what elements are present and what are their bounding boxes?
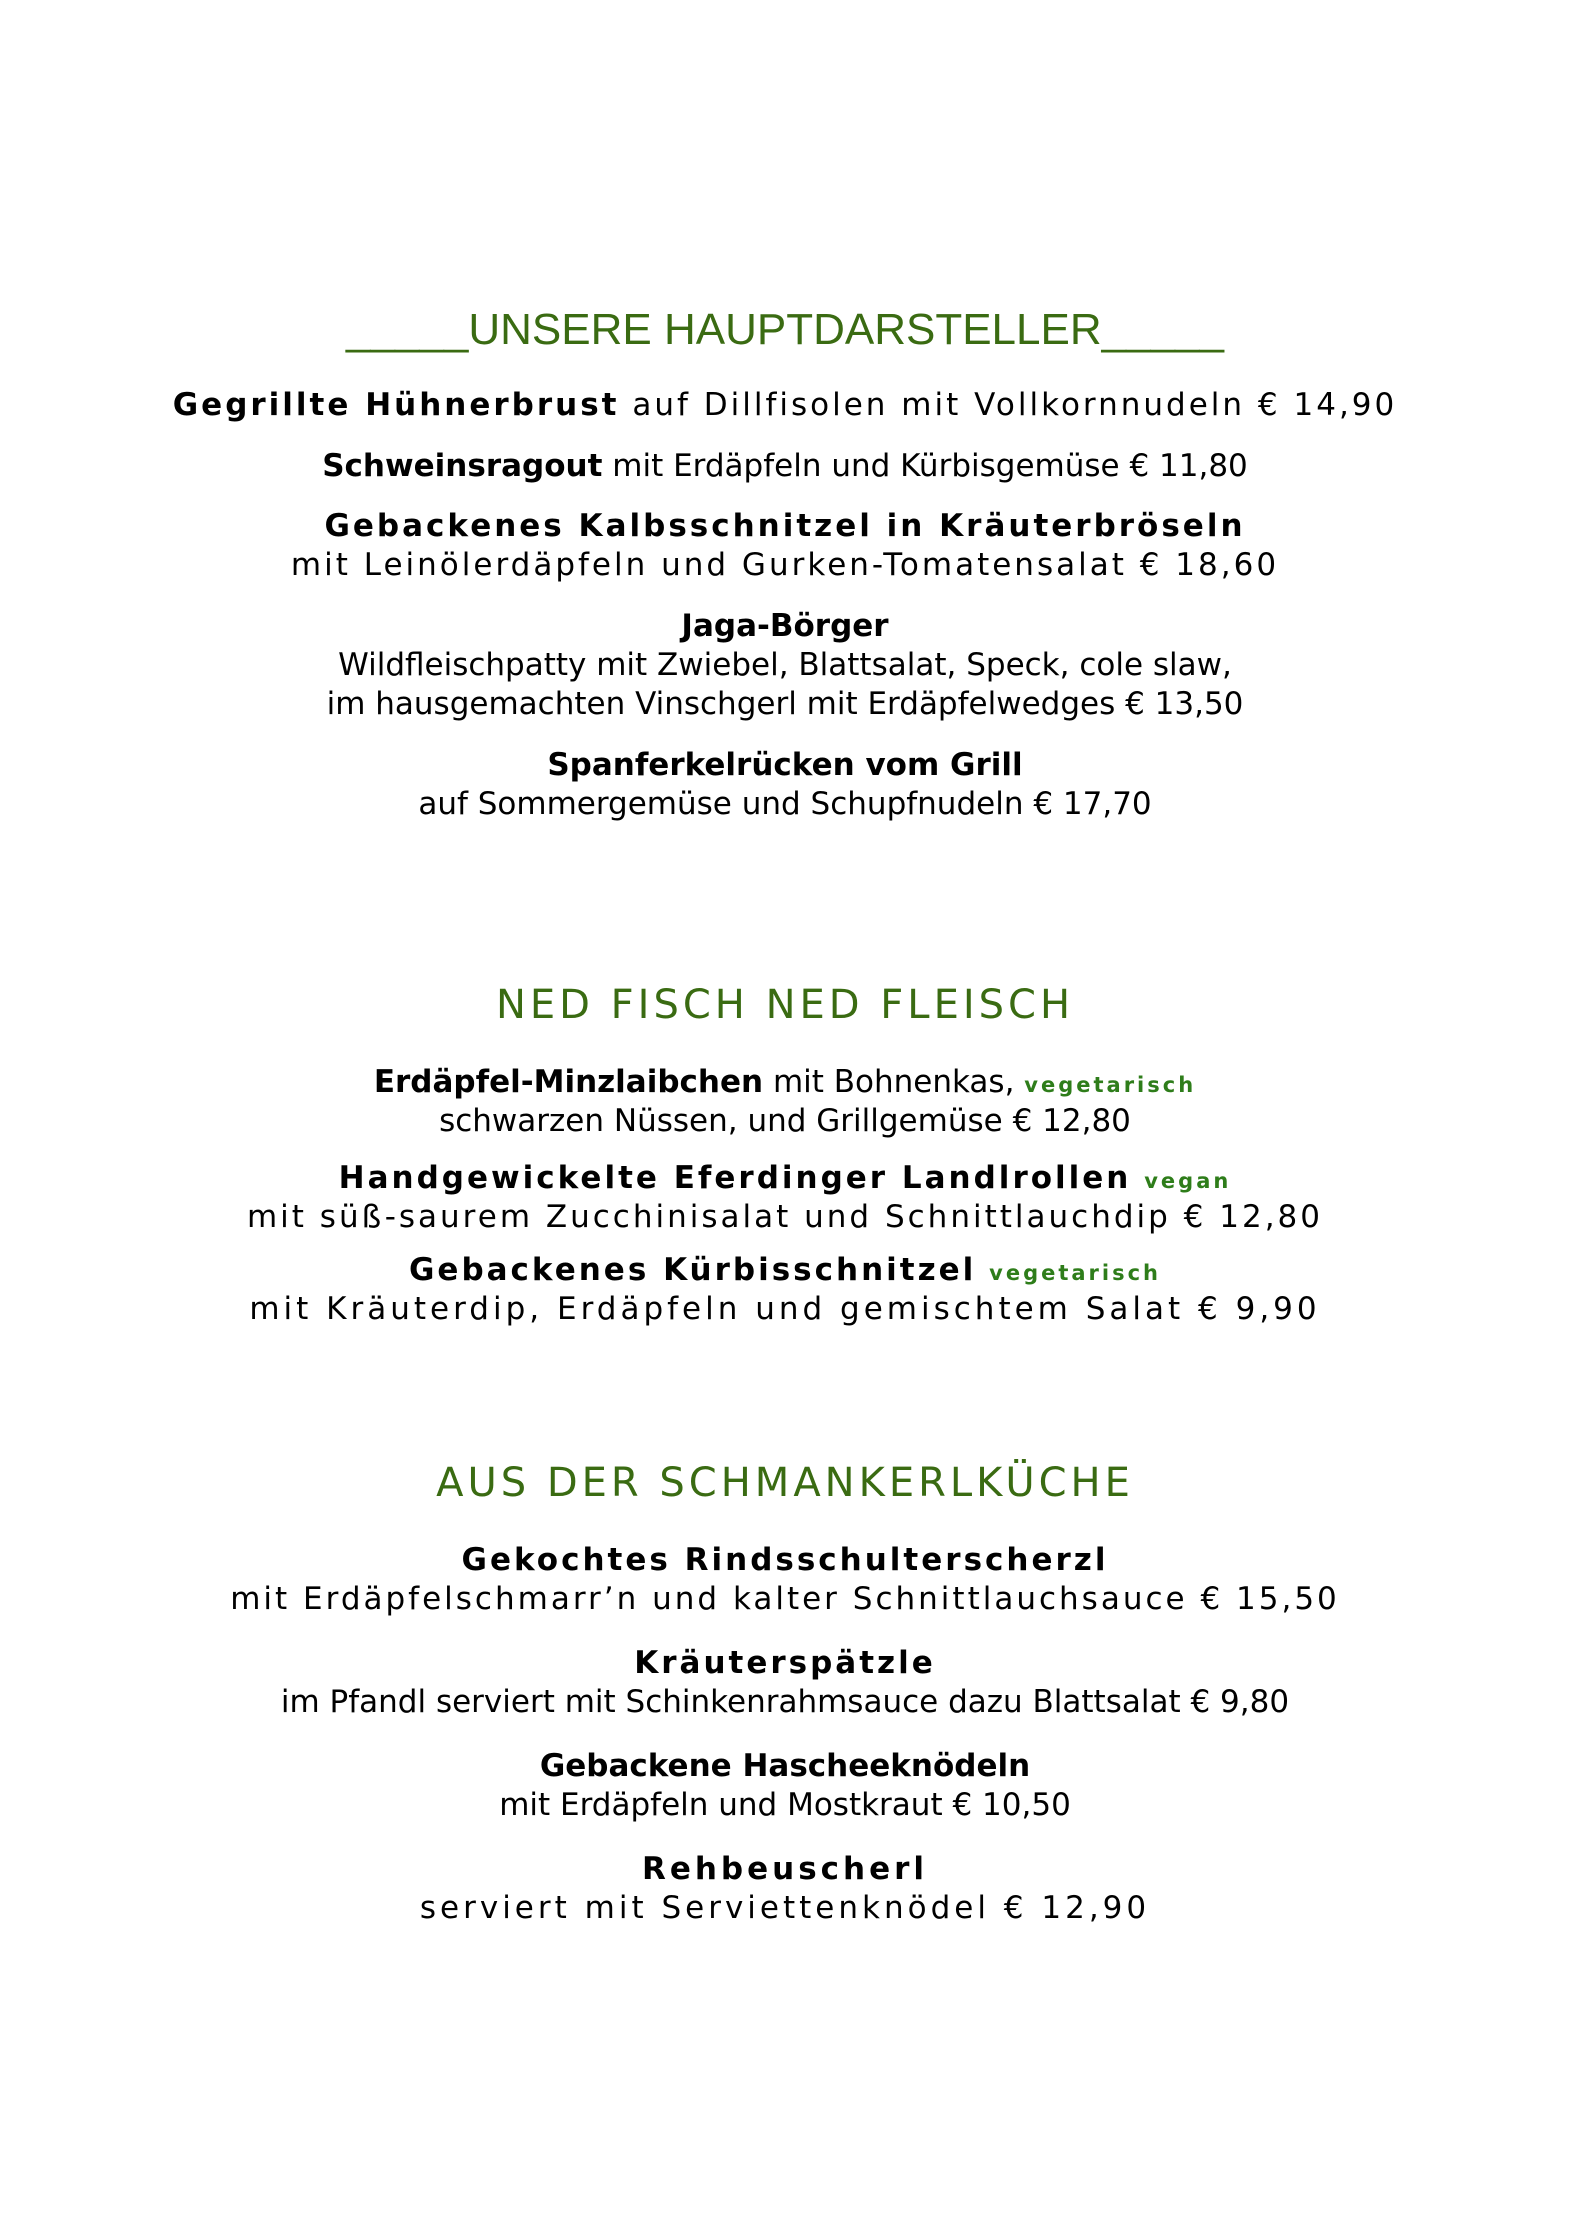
dish-price: € 15,50 [1200, 1581, 1340, 1617]
dish-desc: auf Sommergemüse und Schupfnudeln [418, 786, 1034, 822]
menu-item-kuerbisschnitzel-line2 [0, 1289, 1570, 1329]
dish-name: Gegrillte Hühnerbrust [172, 387, 620, 423]
dish-desc: mit Leinölerdäpfeln und Gurken-Tomatensalat [290, 547, 1140, 583]
dish-desc: mit Kräuterdip, Erdäpfeln und gemischtem Salat [249, 1291, 1199, 1327]
dish-name: Erdäpfel-Minzlaibchen [373, 1064, 764, 1100]
dish-desc: serviert mit Serviettenknödel [419, 1890, 1004, 1926]
section-heading-ned-fisch: NED FISCH NED FLEISCH [495, 982, 1075, 1028]
dish-price: € 13,50 [1125, 686, 1244, 722]
diet-badge: vegetarisch [989, 1261, 1162, 1285]
menu-item-huehnerbrust [0, 385, 1570, 425]
dish-price: € 9,90 [1198, 1291, 1321, 1327]
dish-price: € 9,80 [1190, 1684, 1290, 1720]
dish-price: € 14,90 [1257, 387, 1398, 423]
menu-item-rehbeuscherl [0, 1888, 1570, 1928]
dish-desc: mit süß-saurem Zucchinisalat und Schnittlauchdip [246, 1199, 1184, 1235]
dish-price: € 12,80 [1183, 1199, 1323, 1235]
menu-item-spanferkel [0, 784, 1570, 824]
dish-name: Gebackenes Kürbisschnitzel [408, 1252, 977, 1288]
menu-item-landlrollen [0, 1158, 1570, 1201]
dish-name: Handgewickelte Eferdinger Landlrollen [338, 1160, 1132, 1196]
dish-name: Schweinsragout [322, 448, 603, 484]
dish-name-kraeuterspaetzle: Kräuterspätzle [634, 1645, 936, 1681]
dish-name-kalbsschnitzel: Gebackenes Kalbsschnitzel in Kräuterbröseln [324, 508, 1246, 544]
dish-name-spanferkel: Spanferkelrücken vom Grill [547, 747, 1023, 783]
dish-name-jaga-boerger: Jaga-Börger [681, 608, 889, 644]
menu-item-kuerbisschnitzel [0, 1250, 1570, 1293]
dish-price: € 12,90 [1003, 1890, 1151, 1926]
dish-desc: mit Erdäpfeln und Mostkraut [499, 1787, 953, 1823]
menu-item-landlrollen-line2 [0, 1197, 1570, 1237]
dish-price: € 18,60 [1139, 547, 1280, 583]
dish-name-rehbeuscherl: Rehbeuscherl [641, 1851, 929, 1887]
section-heading-hauptdarsteller: _____UNSERE HAUPTDARSTELLER_____ [346, 305, 1224, 354]
dish-price: € 11,80 [1129, 448, 1248, 484]
dish-desc-jaga-boerger: Wildfleischpatty mit Zwiebel, Blattsalat, Speck, cole slaw, [338, 647, 1232, 683]
dish-desc: mit Erdäpfeln und Kürbisgemüse [602, 448, 1130, 484]
diet-badge: vegan [1144, 1169, 1232, 1193]
menu-item-kalbsschnitzel [0, 545, 1570, 585]
dish-name-rindsschulterscherzl: Gekochtes Rindsschulterscherzl [461, 1542, 1109, 1578]
dish-desc: mit Erdäpfelschmarr’n und kalter Schnittlauchsauce [230, 1581, 1201, 1617]
dish-desc: schwarzen Nüssen, und Grillgemüse [439, 1103, 1013, 1139]
menu-item-kraeuterspaetzle [0, 1682, 1570, 1722]
dish-price: € 12,80 [1012, 1103, 1131, 1139]
section-heading-schmankerlkueche: AUS DER SCHMANKERLKÜCHE [436, 1460, 1134, 1506]
dish-desc: auf Dillfisolen mit Vollkornnudeln [619, 387, 1258, 423]
menu-item-minzlaibchen [0, 1062, 1570, 1105]
menu-item-minzlaibchen-line2 [0, 1101, 1570, 1141]
dish-price: € 10,50 [952, 1787, 1071, 1823]
dish-desc: im hausgemachten Vinschgerl mit Erdäpfelwedges [326, 686, 1126, 722]
dish-desc: mit Bohnenkas, [763, 1064, 1025, 1100]
dish-name-hascheeknoedeln: Gebackene Hascheeknödeln [539, 1748, 1031, 1784]
menu-item-schweinsragout [0, 446, 1570, 486]
dish-desc: im Pfandl serviert mit Schinkenrahmsauce dazu Blattsalat [280, 1684, 1191, 1720]
menu-item-jaga-boerger [0, 684, 1570, 724]
menu-item-rindsschulterscherzl [0, 1579, 1570, 1619]
diet-badge: vegetarisch [1024, 1073, 1197, 1097]
dish-price: € 17,70 [1033, 786, 1152, 822]
menu-item-hascheeknoedeln [0, 1785, 1570, 1825]
